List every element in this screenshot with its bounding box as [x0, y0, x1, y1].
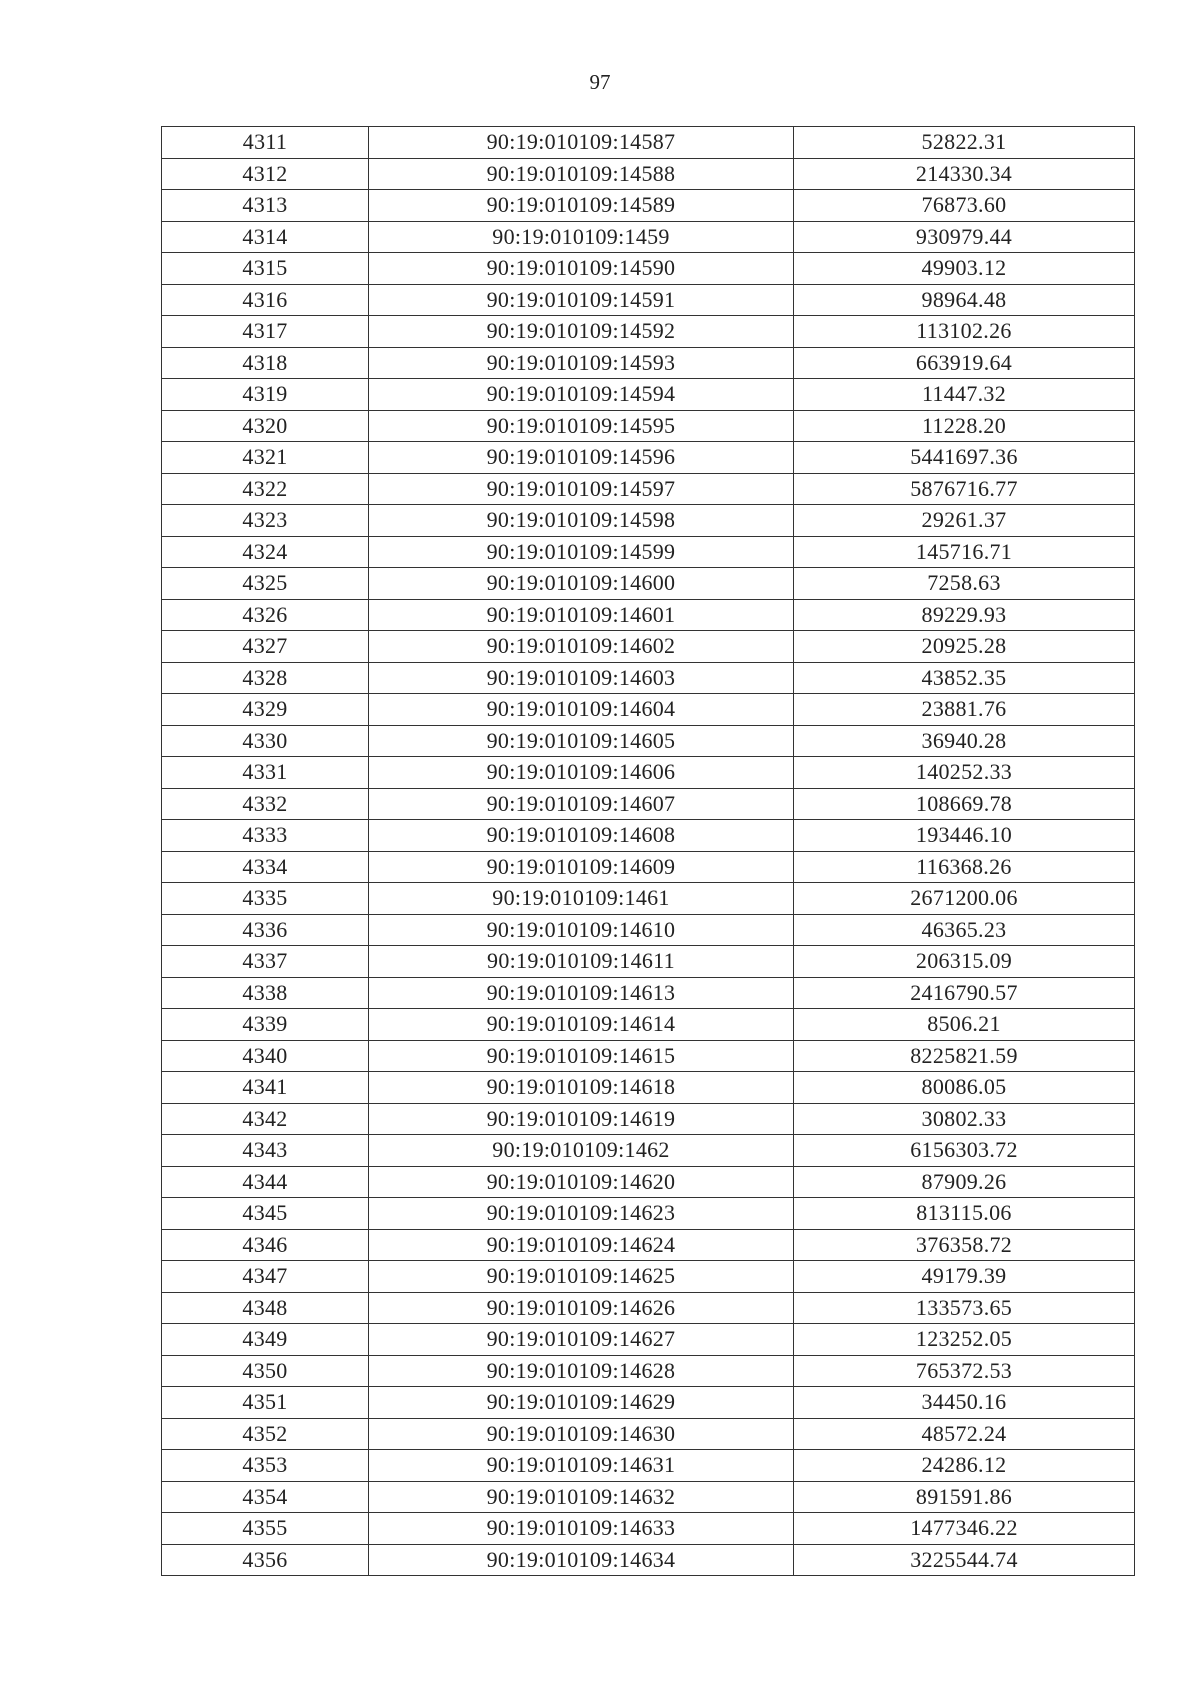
cadastral-number-cell: 90:19:010109:14627 — [369, 1324, 794, 1356]
table-row — [162, 127, 1135, 159]
table-row — [162, 1040, 1135, 1072]
value-cell: 11447.32 — [794, 379, 1135, 411]
value-cell: 206315.09 — [794, 946, 1135, 978]
value-cell: 140252.33 — [794, 757, 1135, 789]
value-cell: 49179.39 — [794, 1261, 1135, 1293]
cadastral-number-cell: 90:19:010109:14618 — [369, 1072, 794, 1104]
row-number-cell: 4347 — [162, 1261, 369, 1293]
value-cell: 20925.28 — [794, 631, 1135, 663]
value-cell: 29261.37 — [794, 505, 1135, 537]
table-row — [162, 851, 1135, 883]
row-number-cell: 4333 — [162, 820, 369, 852]
row-number-cell: 4336 — [162, 914, 369, 946]
value-cell: 23881.76 — [794, 694, 1135, 726]
row-number-cell: 4353 — [162, 1450, 369, 1482]
row-number-cell: 4313 — [162, 190, 369, 222]
row-number-cell: 4350 — [162, 1355, 369, 1387]
cadastral-number-cell: 90:19:010109:14605 — [369, 725, 794, 757]
row-number-cell: 4335 — [162, 883, 369, 915]
row-number-cell: 4314 — [162, 221, 369, 253]
row-number-cell: 4330 — [162, 725, 369, 757]
table-row — [162, 1544, 1135, 1576]
cadastral-number-cell: 90:19:010109:14614 — [369, 1009, 794, 1041]
cadastral-number-cell: 90:19:010109:14611 — [369, 946, 794, 978]
table-row — [162, 379, 1135, 411]
cadastral-number-cell: 90:19:010109:14606 — [369, 757, 794, 789]
table-row — [162, 1261, 1135, 1293]
value-cell: 43852.35 — [794, 662, 1135, 694]
row-number-cell: 4339 — [162, 1009, 369, 1041]
table-row — [162, 1324, 1135, 1356]
value-cell: 123252.05 — [794, 1324, 1135, 1356]
table-row — [162, 1292, 1135, 1324]
row-number-cell: 4342 — [162, 1103, 369, 1135]
value-cell: 3225544.74 — [794, 1544, 1135, 1576]
row-number-cell: 4354 — [162, 1481, 369, 1513]
row-number-cell: 4337 — [162, 946, 369, 978]
cadastral-number-cell: 90:19:010109:14623 — [369, 1198, 794, 1230]
value-cell: 76873.60 — [794, 190, 1135, 222]
table-row — [162, 599, 1135, 631]
row-number-cell: 4340 — [162, 1040, 369, 1072]
value-cell: 6156303.72 — [794, 1135, 1135, 1167]
row-number-cell: 4320 — [162, 410, 369, 442]
row-number-cell: 4327 — [162, 631, 369, 663]
table-row — [162, 347, 1135, 379]
table-row — [162, 820, 1135, 852]
cadastral-number-cell: 90:19:010109:14588 — [369, 158, 794, 190]
value-cell: 34450.16 — [794, 1387, 1135, 1419]
value-cell: 2671200.06 — [794, 883, 1135, 915]
table-row — [162, 1229, 1135, 1261]
table-row — [162, 1418, 1135, 1450]
row-number-cell: 4328 — [162, 662, 369, 694]
cadastral-number-cell: 90:19:010109:14597 — [369, 473, 794, 505]
row-number-cell: 4332 — [162, 788, 369, 820]
cadastral-number-cell: 90:19:010109:14590 — [369, 253, 794, 285]
table-row — [162, 1103, 1135, 1135]
cadastral-number-cell: 90:19:010109:14589 — [369, 190, 794, 222]
cadastral-number-cell: 90:19:010109:14604 — [369, 694, 794, 726]
value-cell: 49903.12 — [794, 253, 1135, 285]
row-number-cell: 4351 — [162, 1387, 369, 1419]
cadastral-number-cell: 90:19:010109:14602 — [369, 631, 794, 663]
table-row — [162, 1135, 1135, 1167]
cadastral-number-cell: 90:19:010109:14601 — [369, 599, 794, 631]
row-number-cell: 4355 — [162, 1513, 369, 1545]
cadastral-number-cell: 90:19:010109:14628 — [369, 1355, 794, 1387]
table-row — [162, 1072, 1135, 1104]
cadastral-number-cell: 90:19:010109:14630 — [369, 1418, 794, 1450]
table-row — [162, 316, 1135, 348]
value-cell: 2416790.57 — [794, 977, 1135, 1009]
cadastral-number-cell: 90:19:010109:14587 — [369, 127, 794, 159]
value-cell: 813115.06 — [794, 1198, 1135, 1230]
value-cell: 30802.33 — [794, 1103, 1135, 1135]
table-row — [162, 158, 1135, 190]
table-row — [162, 442, 1135, 474]
row-number-cell: 4349 — [162, 1324, 369, 1356]
table-row — [162, 1009, 1135, 1041]
value-cell: 116368.26 — [794, 851, 1135, 883]
table-row — [162, 694, 1135, 726]
cadastral-number-cell: 90:19:010109:1461 — [369, 883, 794, 915]
table-row — [162, 473, 1135, 505]
table-row — [162, 1450, 1135, 1482]
value-cell: 930979.44 — [794, 221, 1135, 253]
table-row — [162, 977, 1135, 1009]
row-number-cell: 4344 — [162, 1166, 369, 1198]
cadastral-number-cell: 90:19:010109:14595 — [369, 410, 794, 442]
page-number: 97 — [589, 70, 611, 94]
value-cell: 214330.34 — [794, 158, 1135, 190]
row-number-cell: 4326 — [162, 599, 369, 631]
cadastral-number-cell: 90:19:010109:14629 — [369, 1387, 794, 1419]
table-row — [162, 883, 1135, 915]
value-cell: 87909.26 — [794, 1166, 1135, 1198]
cadastral-number-cell: 90:19:010109:14615 — [369, 1040, 794, 1072]
value-cell: 193446.10 — [794, 820, 1135, 852]
cadastral-number-cell: 90:19:010109:14600 — [369, 568, 794, 600]
value-cell: 108669.78 — [794, 788, 1135, 820]
row-number-cell: 4318 — [162, 347, 369, 379]
table-row — [162, 631, 1135, 663]
table-row — [162, 284, 1135, 316]
row-number-cell: 4343 — [162, 1135, 369, 1167]
row-number-cell: 4319 — [162, 379, 369, 411]
cadastral-number-cell: 90:19:010109:14598 — [369, 505, 794, 537]
table-row — [162, 1198, 1135, 1230]
value-cell: 113102.26 — [794, 316, 1135, 348]
row-number-cell: 4325 — [162, 568, 369, 600]
cadastral-number-cell: 90:19:010109:14624 — [369, 1229, 794, 1261]
table-row — [162, 1355, 1135, 1387]
cadastral-number-cell: 90:19:010109:14593 — [369, 347, 794, 379]
row-number-cell: 4329 — [162, 694, 369, 726]
cadastral-number-cell: 90:19:010109:14599 — [369, 536, 794, 568]
value-cell: 7258.63 — [794, 568, 1135, 600]
table-row — [162, 662, 1135, 694]
row-number-cell: 4324 — [162, 536, 369, 568]
value-cell: 133573.65 — [794, 1292, 1135, 1324]
table-body — [162, 127, 1135, 1576]
table-row — [162, 1481, 1135, 1513]
cadastral-table — [161, 126, 1135, 1576]
row-number-cell: 4321 — [162, 442, 369, 474]
row-number-cell: 4348 — [162, 1292, 369, 1324]
table-row — [162, 190, 1135, 222]
cadastral-number-cell: 90:19:010109:14607 — [369, 788, 794, 820]
cadastral-number-cell: 90:19:010109:14608 — [369, 820, 794, 852]
table-row — [162, 536, 1135, 568]
cadastral-number-cell: 90:19:010109:14591 — [369, 284, 794, 316]
row-number-cell: 4345 — [162, 1198, 369, 1230]
value-cell: 145716.71 — [794, 536, 1135, 568]
row-number-cell: 4338 — [162, 977, 369, 1009]
value-cell: 52822.31 — [794, 127, 1135, 159]
table-row — [162, 410, 1135, 442]
cadastral-number-cell: 90:19:010109:14633 — [369, 1513, 794, 1545]
table-row — [162, 1513, 1135, 1545]
row-number-cell: 4315 — [162, 253, 369, 285]
value-cell: 376358.72 — [794, 1229, 1135, 1261]
value-cell: 1477346.22 — [794, 1513, 1135, 1545]
value-cell: 11228.20 — [794, 410, 1135, 442]
row-number-cell: 4316 — [162, 284, 369, 316]
value-cell: 80086.05 — [794, 1072, 1135, 1104]
table-row — [162, 788, 1135, 820]
cadastral-number-cell: 90:19:010109:14619 — [369, 1103, 794, 1135]
value-cell: 89229.93 — [794, 599, 1135, 631]
row-number-cell: 4331 — [162, 757, 369, 789]
cadastral-number-cell: 90:19:010109:14594 — [369, 379, 794, 411]
value-cell: 5441697.36 — [794, 442, 1135, 474]
value-cell: 8225821.59 — [794, 1040, 1135, 1072]
cadastral-number-cell: 90:19:010109:14610 — [369, 914, 794, 946]
table-row — [162, 221, 1135, 253]
cadastral-number-cell: 90:19:010109:14634 — [369, 1544, 794, 1576]
value-cell: 5876716.77 — [794, 473, 1135, 505]
table-row — [162, 725, 1135, 757]
cadastral-number-cell: 90:19:010109:14632 — [369, 1481, 794, 1513]
row-number-cell: 4323 — [162, 505, 369, 537]
row-number-cell: 4334 — [162, 851, 369, 883]
row-number-cell: 4311 — [162, 127, 369, 159]
value-cell: 891591.86 — [794, 1481, 1135, 1513]
cadastral-number-cell: 90:19:010109:14596 — [369, 442, 794, 474]
cadastral-number-cell: 90:19:010109:14613 — [369, 977, 794, 1009]
row-number-cell: 4341 — [162, 1072, 369, 1104]
table-row — [162, 253, 1135, 285]
value-cell: 98964.48 — [794, 284, 1135, 316]
row-number-cell: 4322 — [162, 473, 369, 505]
value-cell: 8506.21 — [794, 1009, 1135, 1041]
table-row — [162, 505, 1135, 537]
row-number-cell: 4352 — [162, 1418, 369, 1450]
row-number-cell: 4346 — [162, 1229, 369, 1261]
cadastral-number-cell: 90:19:010109:1462 — [369, 1135, 794, 1167]
value-cell: 765372.53 — [794, 1355, 1135, 1387]
row-number-cell: 4312 — [162, 158, 369, 190]
table-row — [162, 757, 1135, 789]
table-row — [162, 1387, 1135, 1419]
cadastral-number-cell: 90:19:010109:14620 — [369, 1166, 794, 1198]
cadastral-number-cell: 90:19:010109:14626 — [369, 1292, 794, 1324]
value-cell: 663919.64 — [794, 347, 1135, 379]
cadastral-number-cell: 90:19:010109:14592 — [369, 316, 794, 348]
cadastral-number-cell: 90:19:010109:14609 — [369, 851, 794, 883]
row-number-cell: 4317 — [162, 316, 369, 348]
cadastral-number-cell: 90:19:010109:14603 — [369, 662, 794, 694]
table-row — [162, 914, 1135, 946]
table-row — [162, 1166, 1135, 1198]
table-row — [162, 946, 1135, 978]
value-cell: 48572.24 — [794, 1418, 1135, 1450]
cadastral-number-cell: 90:19:010109:14625 — [369, 1261, 794, 1293]
row-number-cell: 4356 — [162, 1544, 369, 1576]
value-cell: 46365.23 — [794, 914, 1135, 946]
value-cell: 24286.12 — [794, 1450, 1135, 1482]
value-cell: 36940.28 — [794, 725, 1135, 757]
table-row — [162, 568, 1135, 600]
cadastral-number-cell: 90:19:010109:1459 — [369, 221, 794, 253]
cadastral-number-cell: 90:19:010109:14631 — [369, 1450, 794, 1482]
